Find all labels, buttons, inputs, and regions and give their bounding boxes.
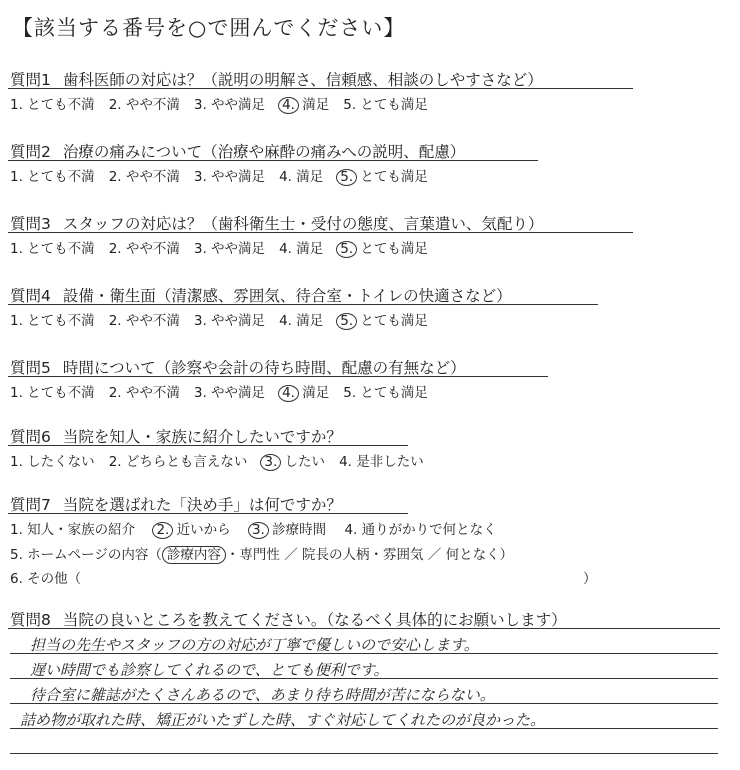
answer-option[interactable]: 3. したい [261, 450, 325, 470]
question-options [10, 237, 442, 257]
answer-option[interactable]: 5. とても満足 [337, 165, 428, 185]
q8-underline [8, 628, 720, 629]
question-text: 治療の痛みについて（治療や麻酔の痛みへの説明、配慮） [62, 143, 466, 161]
question-options [10, 450, 438, 470]
question-options [10, 165, 442, 185]
question-label: 質問3 [10, 215, 51, 233]
answer-option[interactable]: 4. 満足 [279, 93, 329, 113]
handwritten-answer-2: 遅い時間でも診察してくれるので、とても便利です。 [30, 661, 389, 679]
answer-option[interactable]: 5. とても満足 [337, 237, 428, 257]
question-underline [8, 376, 548, 377]
q7-row1 [10, 518, 511, 538]
q7-text: 当院を選ばれた「決め手」は何ですか？ [62, 496, 342, 514]
q7-option-5-prefix: 5. ホームページの内容（ [10, 547, 162, 563]
question-underline [8, 445, 408, 446]
q8-text: 当院の良いところを教えてください。（なるべく具体的にお願いします） [62, 611, 567, 629]
question-underline [8, 232, 633, 233]
question-options [10, 381, 442, 401]
q7-option-4[interactable]: 4. 通りがかりで何となく [344, 522, 497, 538]
page-heading: 【該当する番号を○で囲んでください】 [12, 16, 406, 40]
q7-option-6: 6. その他（ [10, 571, 82, 587]
question-label: 質問1 [10, 71, 51, 89]
q7-row3 [10, 567, 81, 587]
answer-option[interactable]: 5. とても満足 [337, 309, 428, 329]
answer-option[interactable]: 1. したくない [10, 454, 95, 470]
question-underline [8, 160, 538, 161]
answer-option[interactable]: 3. やや満足 [193, 313, 266, 329]
answer-option[interactable]: 2. どちらとも言えない [108, 454, 248, 470]
question-title [10, 68, 543, 90]
answer-option[interactable]: 4. 満足 [279, 313, 324, 329]
question-title [10, 284, 512, 306]
q7-option-3[interactable]: 3. 診療時間 [249, 518, 326, 538]
answer-option[interactable]: 2. やや不満 [108, 241, 180, 257]
q7-row3-close: ） [583, 571, 597, 587]
answer-option[interactable]: 2. やや不満 [108, 97, 180, 113]
answer-option[interactable]: 3. やや満足 [193, 385, 266, 401]
question-label: 質問4 [10, 287, 51, 305]
question-underline [8, 304, 598, 305]
answer-option[interactable]: 3. やや満足 [193, 169, 266, 185]
q7-row2 [10, 543, 513, 563]
answer-option[interactable]: 1. とても不満 [10, 313, 95, 329]
question-title [10, 425, 342, 447]
handwritten-answer-1: 担当の先生やスタッフの方の対応が丁寧で優しいので安心します。 [30, 636, 479, 654]
question-label: 質問5 [10, 359, 51, 377]
q7-option-5-rest: ・専門性 ／ 院長の人柄・雰囲気 ／ 何となく） [225, 547, 514, 563]
question-text: 時間について（診察や会計の待ち時間、配慮の有無など） [62, 359, 466, 377]
q8-title [10, 608, 567, 630]
handwritten-answer-4: 詰め物が取れた時、矯正がいたずした時、すぐ対応してくれたのが良かった。 [20, 711, 546, 729]
answer-option[interactable]: 1. とても不満 [10, 241, 95, 257]
q7-underline [8, 513, 408, 514]
answer-option[interactable]: 5. とても満足 [343, 97, 428, 113]
q8-label: 質問8 [10, 611, 51, 629]
question-text: スタッフの対応は？（歯科衛生士・受付の態度、言葉遣い、気配り） [62, 215, 544, 233]
question-options [10, 93, 442, 113]
answer-option[interactable]: 3. やや満足 [193, 241, 266, 257]
q7-option-5-circled[interactable]: 診療内容 [162, 546, 226, 564]
answer-option[interactable]: 4. 満足 [279, 381, 329, 401]
question-label: 質問6 [10, 428, 51, 446]
question-text: 当院を知人・家族に紹介したいですか？ [62, 428, 342, 446]
q7-label: 質問7 [10, 496, 51, 514]
answer-option[interactable]: 2. やや不満 [108, 385, 180, 401]
q7-title [10, 493, 342, 515]
answer-option[interactable]: 4. 満足 [279, 241, 324, 257]
answer-option[interactable]: 2. やや不満 [108, 169, 180, 185]
answer-option[interactable]: 4. 満足 [279, 169, 324, 185]
question-underline [8, 88, 633, 89]
answer-option[interactable]: 2. やや不満 [108, 313, 180, 329]
question-title [10, 212, 543, 234]
q7-option-1[interactable]: 1. 知人・家族の紹介 [10, 522, 136, 538]
answer-option[interactable]: 5. とても満足 [343, 385, 428, 401]
answer-option[interactable]: 4. 是非したい [339, 454, 424, 470]
answer-option[interactable]: 1. とても不満 [10, 385, 95, 401]
question-title [10, 140, 465, 162]
question-text: 歯科医師の対応は？（説明の明解さ、信頼感、相談のしやすさなど） [62, 71, 543, 89]
question-options [10, 309, 442, 329]
question-text: 設備・衛生面（清潔感、雰囲気、待合室・トイレの快適さなど） [62, 287, 512, 305]
answer-option[interactable]: 3. やや満足 [193, 97, 266, 113]
handwritten-answer-3: 待合室に雑誌がたくさんあるので、あまり待ち時間が苦にならない。 [30, 686, 495, 704]
question-label: 質問2 [10, 143, 51, 161]
answer-option[interactable]: 1. とても不満 [10, 97, 95, 113]
question-title [10, 356, 466, 378]
answer-line [10, 753, 718, 754]
q7-option-2[interactable]: 2. 近いから [153, 518, 230, 538]
answer-option[interactable]: 1. とても不満 [10, 169, 95, 185]
